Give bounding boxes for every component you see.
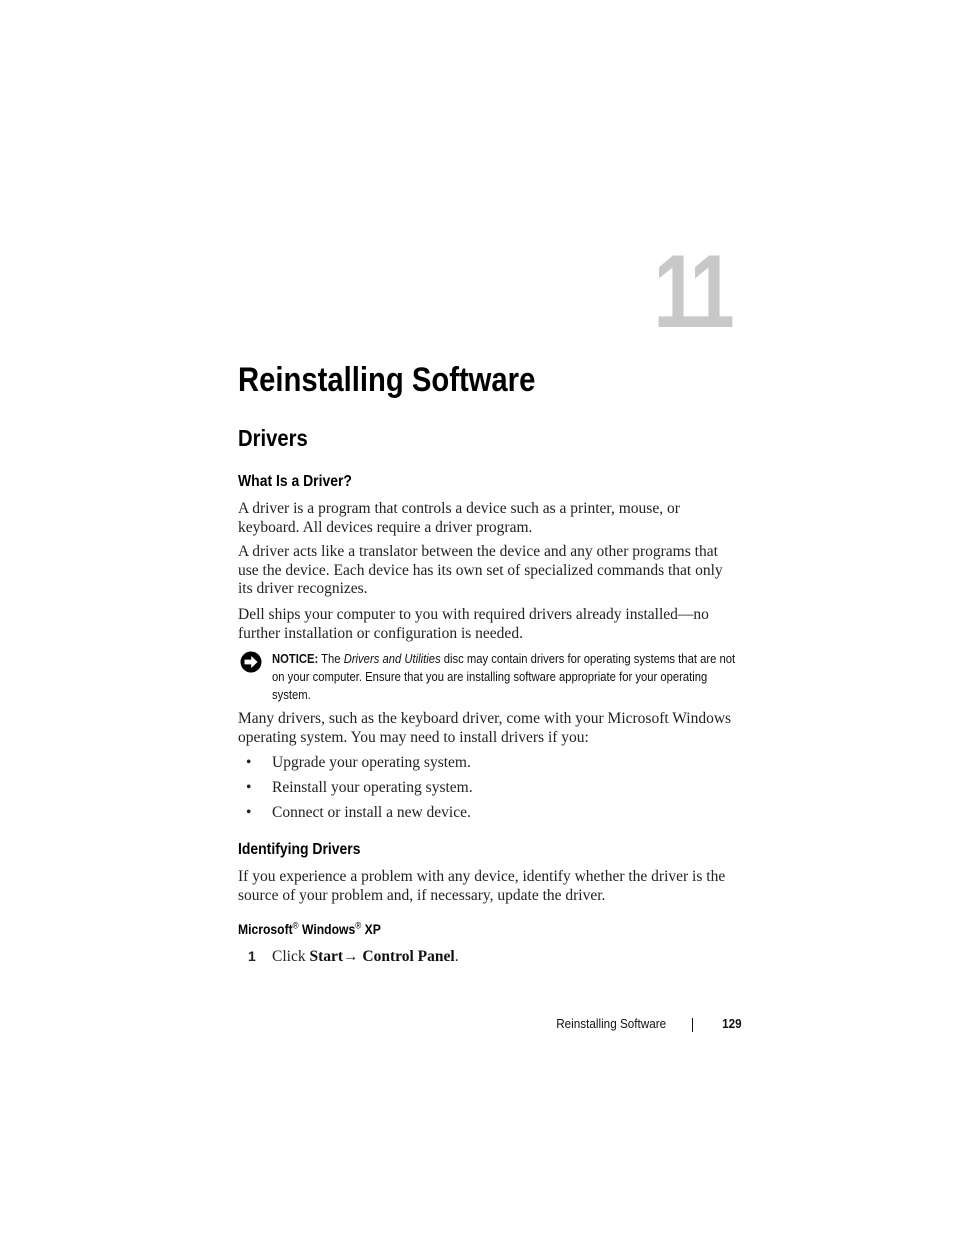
registered-mark: ®	[355, 920, 362, 931]
step-text-pre: Click	[272, 948, 310, 965]
what-is-driver-heading: What Is a Driver?	[238, 473, 352, 490]
bullet-marker: •	[246, 804, 252, 821]
page-number: 129	[722, 1016, 742, 1031]
list-item-text: Reinstall your operating system.	[272, 779, 473, 796]
footer-chapter-title: Reinstalling Software	[556, 1016, 666, 1031]
step-text-end: .	[454, 948, 459, 965]
install-intro-para: Many drivers, such as the keyboard driver, come with your Microsoft Windows operating system. You may need to install drivers if you:	[238, 710, 732, 746]
identifying-drivers-heading: Identifying Drivers	[238, 841, 361, 858]
page-footer	[500, 1014, 742, 1036]
windows-heading-part-2: Windows	[298, 922, 356, 937]
windows-heading-part-1: Microsoft	[238, 922, 293, 937]
section-title: Drivers	[238, 425, 308, 451]
control-panel-label: Control Panel	[358, 948, 455, 965]
what-is-driver-para-3: Dell ships your computer to you with required drivers already installed—no further installation or configuration is needed.	[238, 606, 709, 642]
list-item	[246, 779, 473, 798]
windows-heading-part-3: XP	[361, 922, 381, 937]
list-item-text: Upgrade your operating system.	[272, 754, 471, 771]
chapter-title: Reinstalling Software	[238, 361, 536, 399]
bullet-marker: •	[246, 754, 252, 771]
step-number: 1	[248, 948, 256, 964]
windows-xp-heading	[238, 920, 381, 940]
start-menu-label: Start	[309, 948, 344, 965]
notice-text	[272, 650, 740, 704]
notice-arrow-icon	[240, 651, 262, 673]
chapter-number: 11	[653, 234, 730, 350]
arrow-icon: →	[343, 948, 359, 965]
what-is-driver-para-2: A driver acts like a translator between the device and any other programs that use the device. Each device has its own set of specialized commands that only its driver recognizes.	[238, 543, 723, 597]
list-item	[246, 804, 471, 823]
notice-box	[238, 650, 738, 706]
footer-divider	[692, 1018, 693, 1032]
list-item	[246, 754, 471, 773]
what-is-driver-para-1: A driver is a program that controls a device such as a printer, mouse, or keyboard. All devices require a driver program.	[238, 500, 680, 536]
registered-mark: ®	[292, 920, 299, 931]
notice-text-post: disc may contain drivers for operating systems that are not on your computer. Ensure that you are installing software appropriate for your operating system.	[272, 652, 736, 702]
notice-text-pre: The	[318, 652, 344, 666]
notice-label: NOTICE:	[272, 652, 319, 666]
notice-disc-name: Drivers and Utilities	[343, 652, 441, 666]
identifying-drivers-para: If you experience a problem with any device, identify whether the driver is the source of your problem and, if necessary, update the driver.	[238, 868, 726, 904]
list-item-text: Connect or install a new device.	[272, 804, 471, 821]
step-1	[248, 947, 459, 966]
bullet-marker: •	[246, 779, 252, 796]
